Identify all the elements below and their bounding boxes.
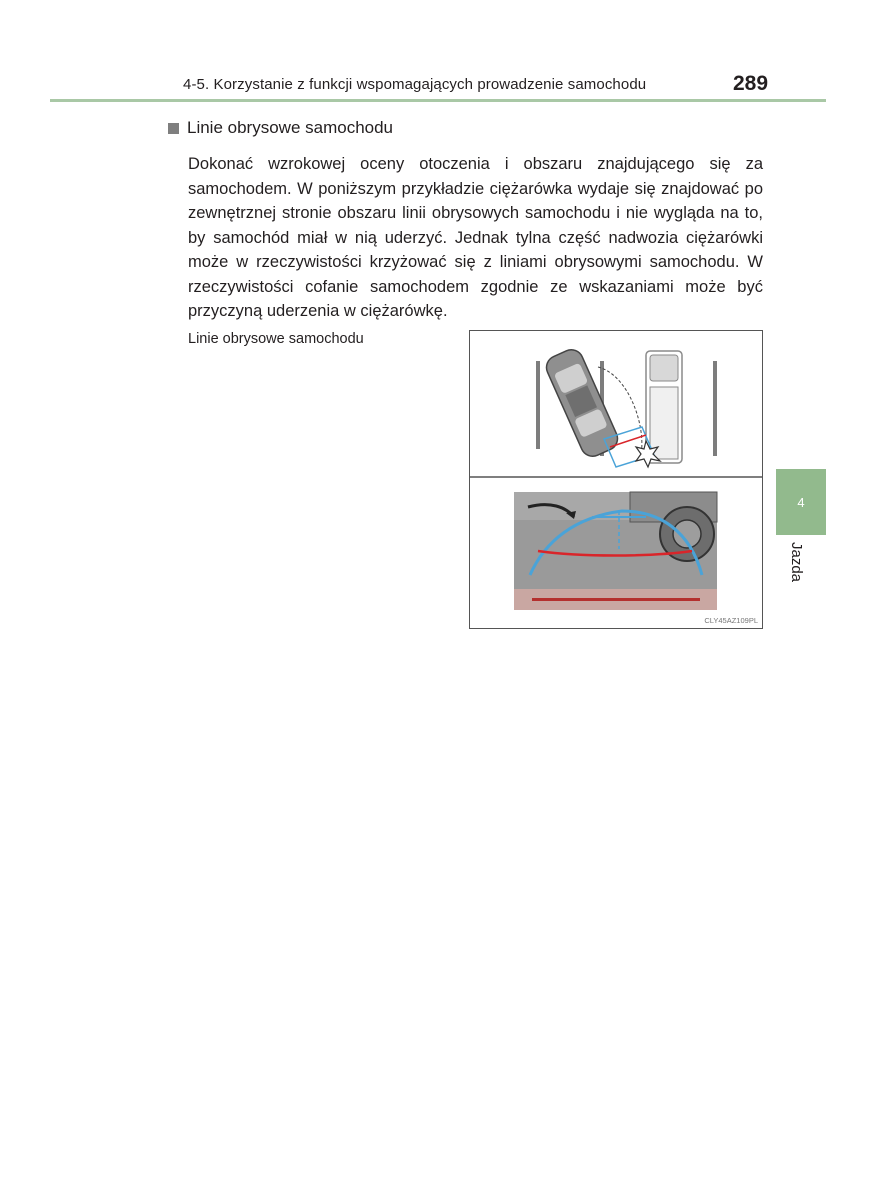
- section-heading: [168, 118, 393, 138]
- figure-caption: Linie obrysowe samochodu: [188, 331, 364, 347]
- illustration-svg: [470, 331, 762, 628]
- truck-top-view: [646, 351, 682, 463]
- body-paragraph: Dokonać wzrokowej oceny otoczenia i obszaru znajdującego się za samochodem. W poniższym przykładzie ciężarówka wydaje się znajdować po zewnętrznej stronie obszaru linii obrysowych samochodu i nie wygląda na to, by samochód miał w nią uderzyć. Jednak tylna część nadwozia ciężarówki może w rzeczywistości krzyżować się z liniami obrysowymi samochodu. W rzeczywistości cofanie samochodem zgodnie ze wskazaniami może być przyczyną uderzenia w ciężarówkę.: [188, 155, 763, 320]
- caution-text-bar: [532, 598, 700, 601]
- parking-line-left: [536, 361, 540, 449]
- section-heading-text: Linie obrysowe samochodu: [187, 118, 394, 137]
- chapter-number: 4: [797, 494, 805, 510]
- header-divider: [50, 99, 826, 102]
- square-bullet-icon: [168, 123, 179, 134]
- parking-line-right: [713, 361, 717, 456]
- camera-view: [514, 492, 717, 610]
- chapter-tab: [776, 469, 826, 535]
- car-top-view: [543, 346, 622, 460]
- header-title: 4-5. Korzystanie z funkcji wspomagających prowadzenie samochodu: [183, 76, 647, 93]
- chapter-name: Jazda: [788, 542, 805, 583]
- figure-code: CLY45AZ109PL: [704, 616, 758, 625]
- parking-scene: [536, 346, 717, 467]
- page-number: 289: [733, 72, 769, 95]
- illustration: [469, 330, 763, 629]
